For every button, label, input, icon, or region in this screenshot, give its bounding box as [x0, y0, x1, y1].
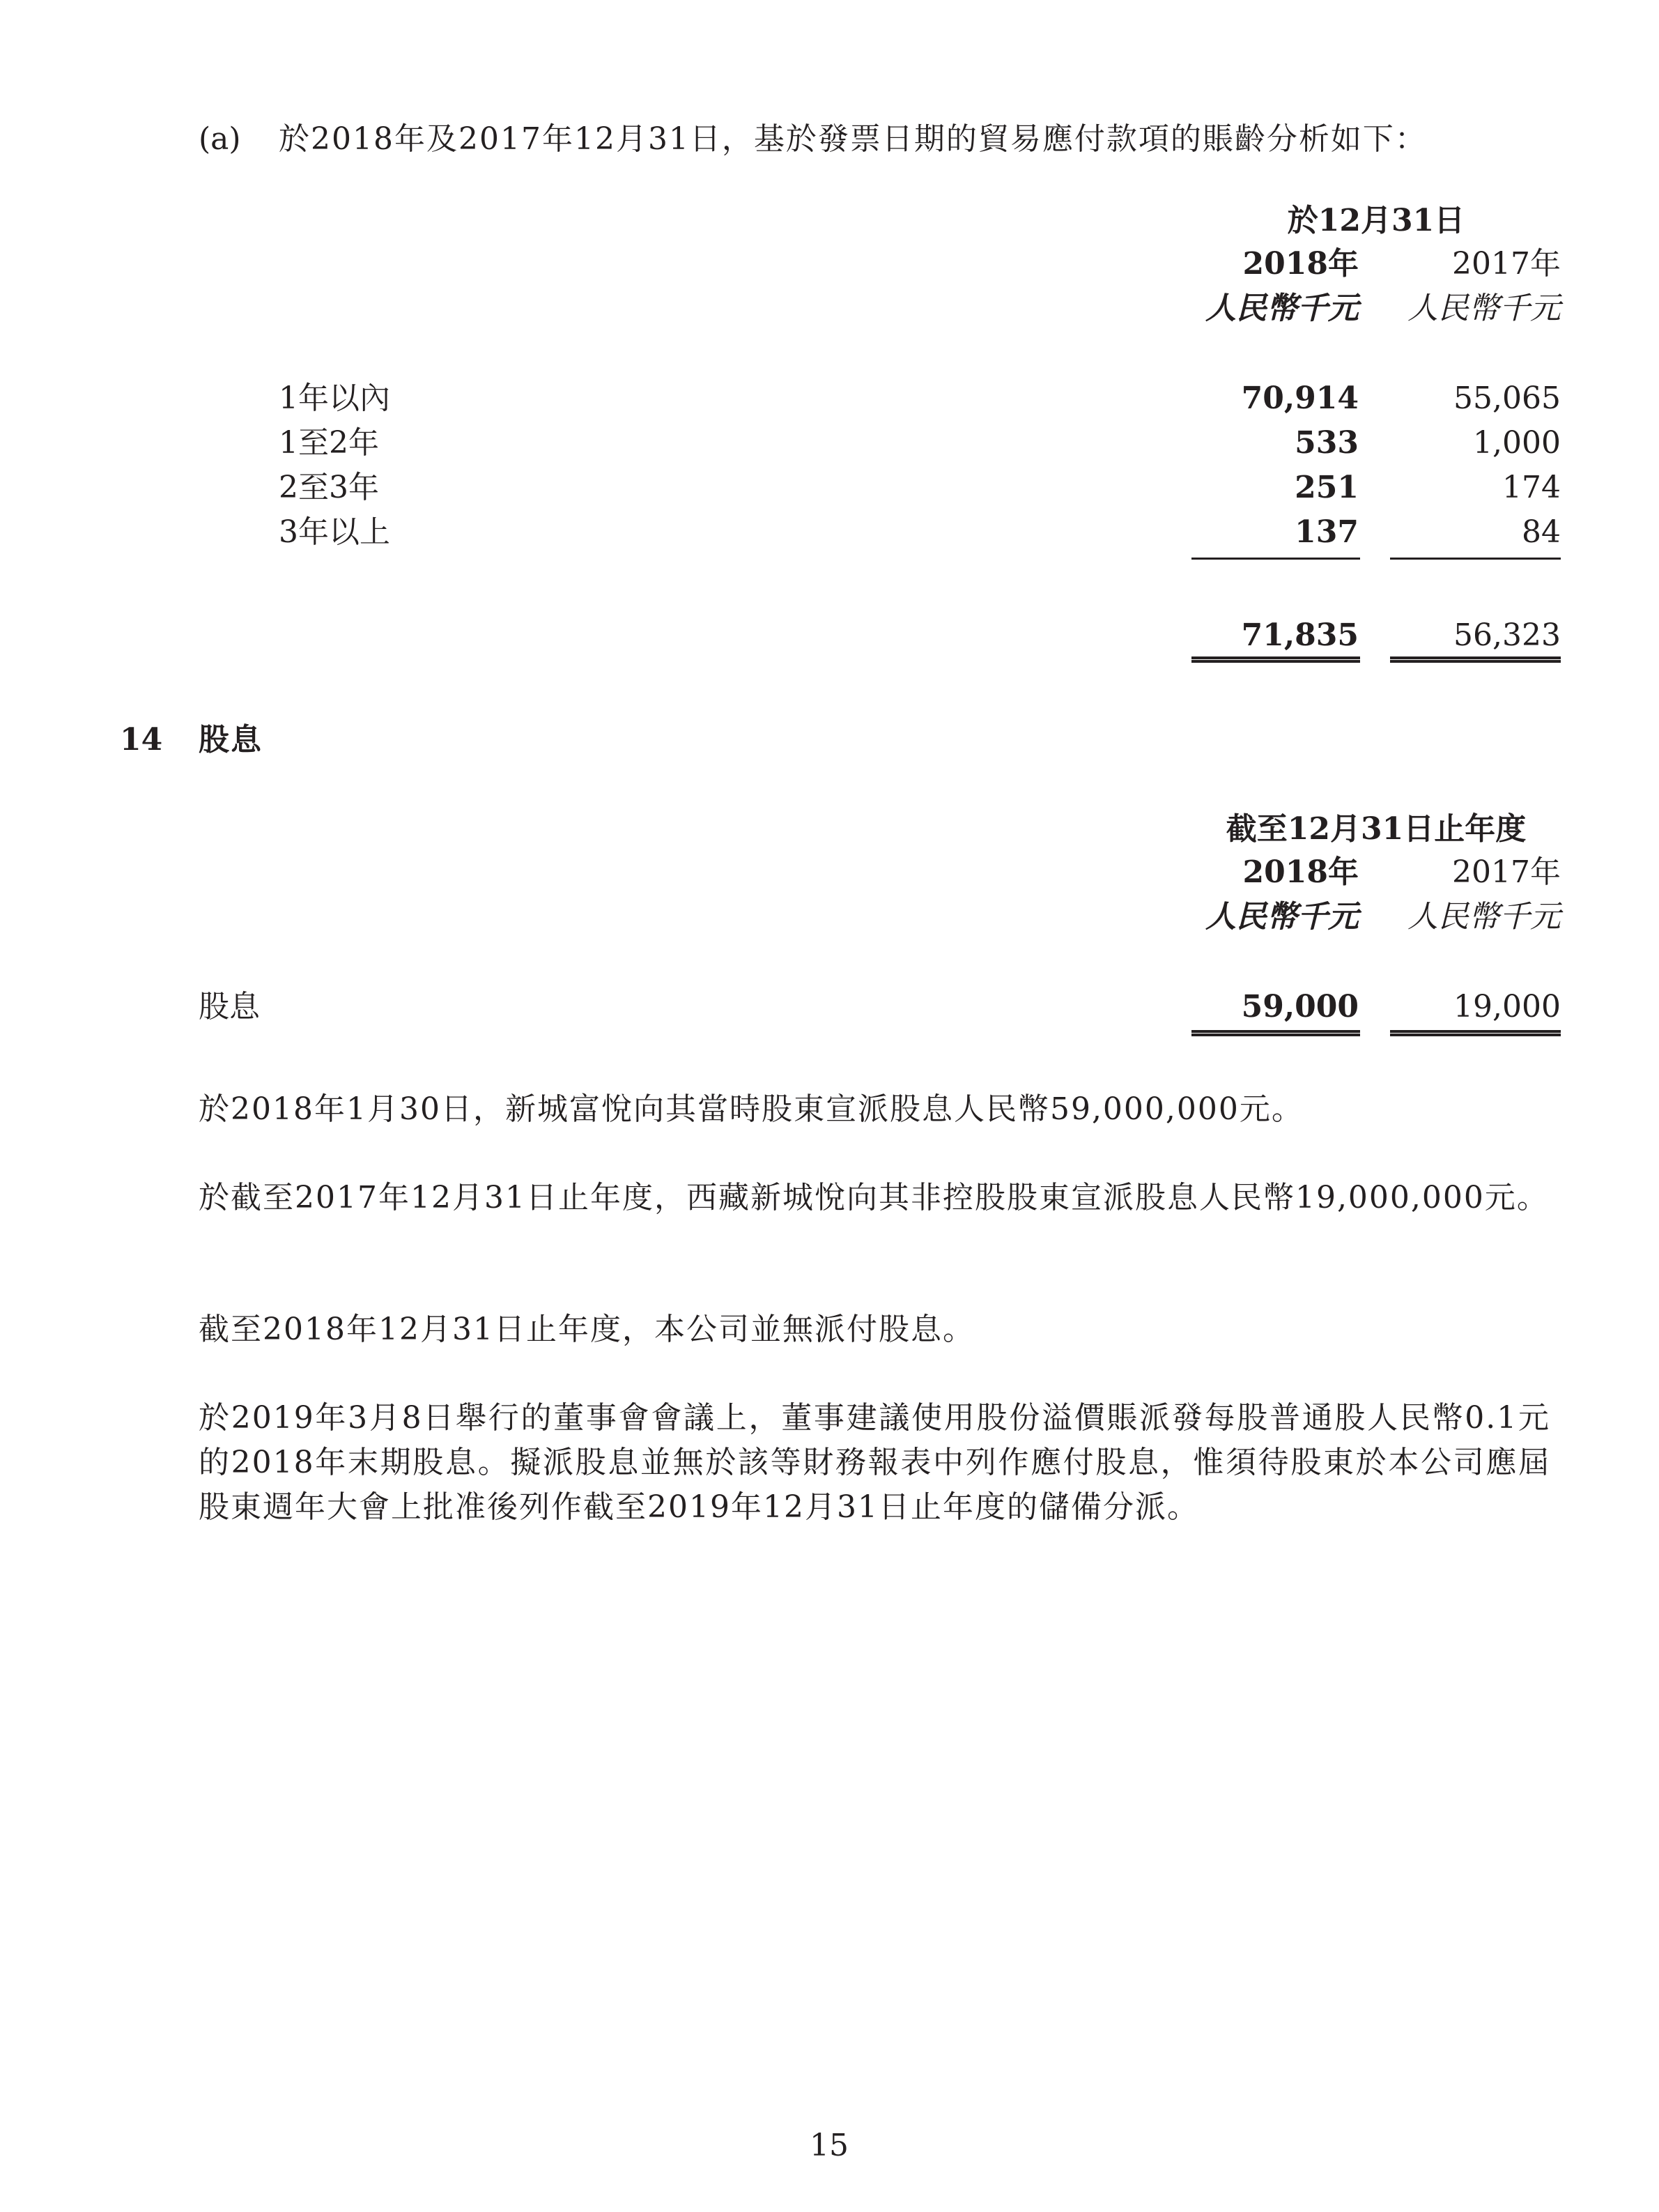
dividend-value-2018: 59,000	[1241, 989, 1359, 1024]
subtotal-rule	[1390, 558, 1561, 560]
subtotal-rule	[1191, 558, 1360, 560]
aging-row-value-2017: 55,065	[1453, 381, 1561, 416]
aging-currency-2018: 人民幣千元	[1205, 291, 1359, 326]
aging-row-label: 2至3年	[279, 470, 379, 505]
aging-total-2018: 71,835	[1241, 617, 1359, 653]
section-number: 14	[120, 722, 163, 758]
paragraph: 於2019年3月8日舉行的董事會會議上，董事建議使用股份溢價賬派發每股普通股人民幣0.1元的2018年末期股息。擬派股息並無於該等財務報表中列作應付股息，惟須待股東於本公司應屆股東週年大會上批准後列作截至2019年12月31日止年度的儲備分派。	[199, 1400, 1550, 1525]
dividend-value-2017: 19,000	[1453, 989, 1561, 1024]
note-label: (a)	[199, 121, 241, 157]
dividend-row-label: 股息	[199, 989, 260, 1024]
dividend-currency-2017: 人民幣千元	[1407, 899, 1561, 935]
aging-row-value-2017: 84	[1522, 514, 1561, 550]
section-title: 股息	[199, 722, 263, 758]
aging-total-2017: 56,323	[1453, 617, 1561, 653]
total-double-rule	[1390, 656, 1561, 663]
note-text: 於2018年及2017年12月31日，基於發票日期的貿易應付款項的賬齡分析如下：	[279, 121, 1427, 157]
aging-col-2017: 2017年	[1452, 246, 1561, 282]
page-number: 15	[810, 2128, 849, 2163]
aging-row-value-2018: 70,914	[1241, 381, 1359, 416]
aging-row-label: 1至2年	[279, 425, 379, 461]
aging-row-label: 3年以上	[279, 514, 390, 550]
aging-period-header: 於12月31日	[1287, 203, 1465, 238]
dividend-col-2017: 2017年	[1452, 854, 1561, 890]
aging-row-value-2017: 174	[1502, 470, 1561, 505]
aging-col-2018: 2018年	[1242, 246, 1359, 282]
paragraph: 截至2018年12月31日止年度，本公司並無派付股息。	[199, 1312, 975, 1347]
dividend-double-rule	[1390, 1030, 1561, 1036]
aging-row-value-2018: 251	[1295, 470, 1359, 505]
dividend-currency-2018: 人民幣千元	[1205, 899, 1359, 935]
aging-currency-2017: 人民幣千元	[1407, 291, 1561, 326]
dividend-period-header: 截至12月31日止年度	[1226, 811, 1527, 847]
dividend-col-2018: 2018年	[1242, 854, 1359, 890]
aging-row-label: 1年以內	[279, 381, 390, 416]
total-double-rule	[1191, 656, 1360, 663]
aging-row-value-2018: 533	[1295, 425, 1359, 461]
aging-row-value-2017: 1,000	[1473, 425, 1561, 461]
paragraph: 於2018年1月30日，新城富悅向其當時股東宣派股息人民幣59,000,000元。	[199, 1091, 1304, 1127]
paragraph: 於截至2017年12月31日止年度，西藏新城悅向其非控股股東宣派股息人民幣19,000,000元。	[199, 1180, 1549, 1215]
dividend-double-rule	[1191, 1030, 1360, 1036]
aging-row-value-2018: 137	[1295, 514, 1359, 550]
